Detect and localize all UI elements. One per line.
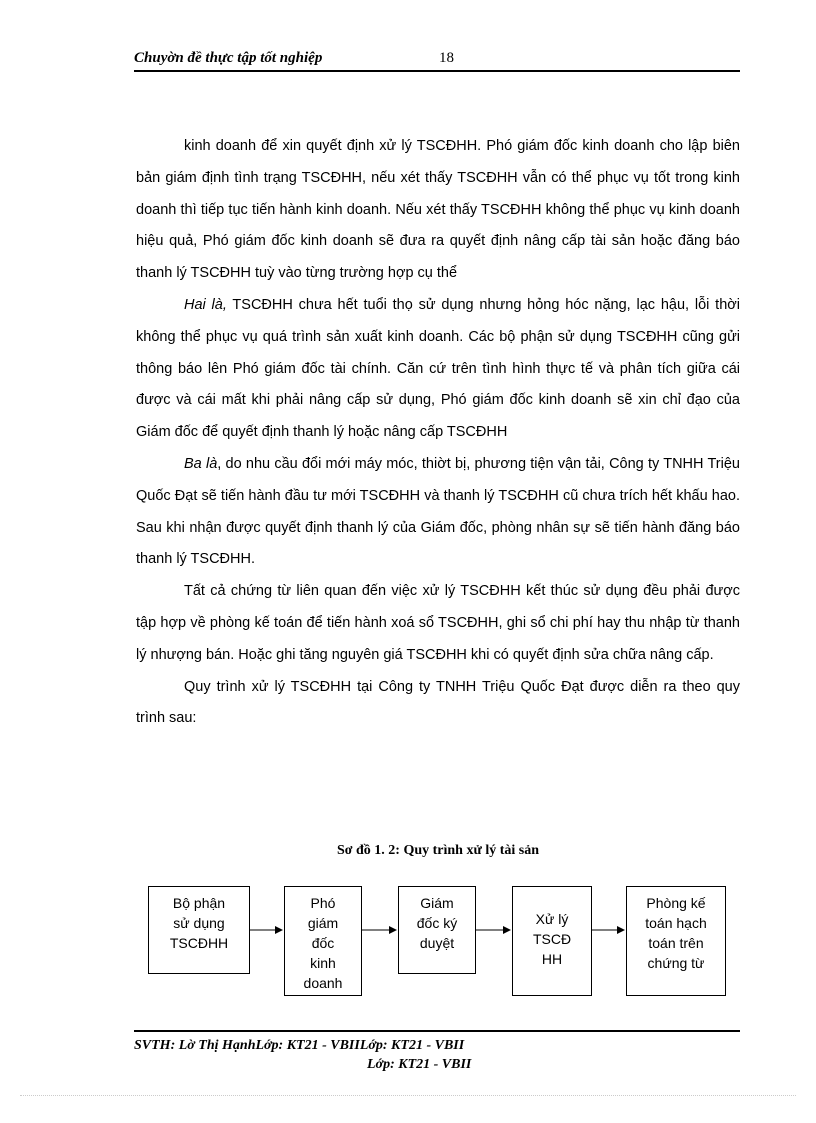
paragraph: Quy trình xử lý TSCĐHH tại Công ty TNHH Triệu Quốc Đạt được diễn ra theo quy trình sau: [136, 678, 740, 727]
footer-rule [134, 1030, 740, 1032]
footer-class: Lớp: KT21 - VBII [367, 1057, 472, 1072]
step-box-deputy-director: Phó giám đốc kinh doanh [284, 886, 362, 996]
paragraph: Hai là, TSCĐHH chưa hết tuổi thọ sử dụng nhưng hỏng hóc nặng, lạc hậu, lỗi thời không thể phục vụ quá trình sản xuất kinh doanh. Các bộ phận sử dụng TSCĐHH cũng gửi thông báo lên Phó giám đốc tài chính. Căn cứ trên tình hình thực tế và phân tích giữa cái được và cái mất khi phải nâng cấp sử dụng, Phó giám đốc kinh doanh sẽ xin chỉ đạo của Giám đốc để quyết định thanh lý hoặc nâng cấp TSCĐHH [136, 296, 740, 441]
step-box-director-approval: Giám đốc ký duyệt [398, 886, 476, 974]
paragraph: Tất cả chứng từ liên quan đến việc xử lý TSCĐHH kết thúc sử dụng đều phải được tập hợp về phòng kế toán để tiến hành xoá sổ TSCĐHH, ghi sổ chi phí hay thu nhập từ thanh lý nhượng bán. Hoặc ghi tăng nguyên giá TSCĐHH khi có quyết định sửa chữa nâng cấp. [136, 583, 740, 663]
paragraph: kinh doanh để xin quyết định xử lý TSCĐHH. Phó giám đốc kinh doanh cho lập biên bản giám định tình trạng TSCĐHH, nếu xét thấy TSCĐHH vẫn có thể phục vụ tốt trong kinh doanh thì tiếp tục tiến hành kinh doanh. Nếu xét thấy TSCĐHH không thể phục vụ kinh doanh hiệu quả, Phó giám đốc kinh doanh sẽ đưa ra quyết định nâng cấp tài sản hoặc đăng báo thanh lý TSCĐHH tuỳ vào từng trường hợp cụ thể [136, 138, 740, 282]
paragraph: Ba là, do nhu cầu đổi mới máy móc, thiờt bị, phương tiện vận tải, Công ty TNHH Triệu Quốc Đạt sẽ tiến hành đầu tư mới TSCĐHH và thanh lý TSCĐHH cũ chưa trích hết khấu hao. Sau khi nhận được quyết định thanh lý của Giám đốc, phòng nhân sự sẽ tiến hành đăng báo thanh lý TSCĐHH. [136, 455, 740, 568]
header-title: Chuyờn đề thực tập tốt nghiệp [134, 50, 323, 66]
step-box-asset-processing: Xử lý TSCĐ HH [512, 886, 592, 996]
figure-title: Sơ đồ 1. 2: Quy trình xử lý tài sản [336, 843, 540, 858]
step-box-usage-dept: Bộ phận sử dụng TSCĐHH [148, 886, 250, 974]
step-box-accounting: Phòng kế toán hạch toán trên chứng từ [626, 886, 726, 996]
page-border-dots [20, 1095, 796, 1096]
page-number: 18 [439, 50, 454, 66]
footer-author: SVTH: Lờ Thị HạnhLớp: KT21 - VBIILớp: KT21 - VBII [134, 1038, 465, 1053]
